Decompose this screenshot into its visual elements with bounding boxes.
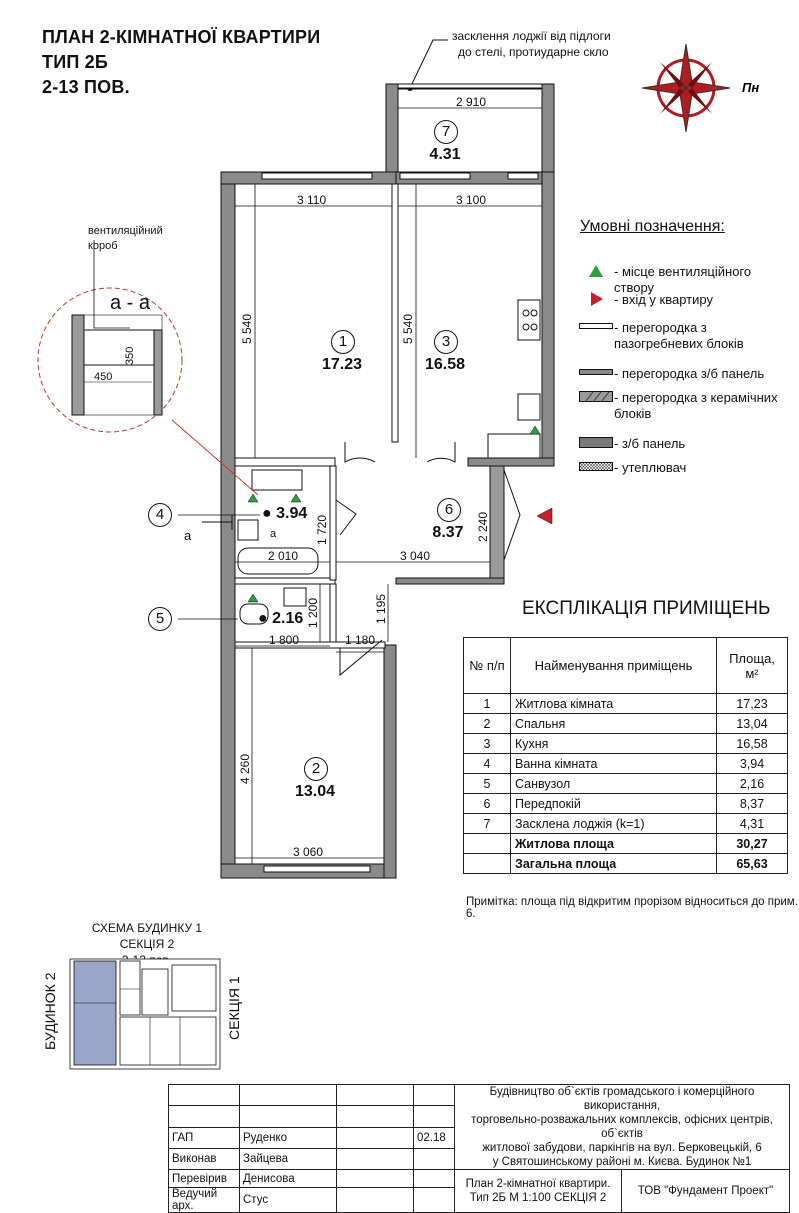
table-row	[464, 734, 788, 754]
row-no: 7	[464, 814, 511, 834]
dim-wc-depth: 1 200	[306, 597, 320, 628]
ceramic-partition-swatch-icon	[579, 391, 613, 403]
row-area: 3,94	[717, 754, 788, 774]
room-3-number: 3	[434, 330, 458, 354]
rc-panel-swatch-icon	[579, 437, 613, 449]
sheet-line2: Тип 2Б М 1:100 СЕКЦІЯ 2	[469, 1192, 607, 1204]
room-2-number: 2	[304, 757, 328, 781]
compass-label: Пн	[742, 80, 760, 95]
plan-type: ТИП 2Б	[42, 52, 109, 72]
room-4-area-value: 3.94	[276, 505, 308, 522]
row-area: 13,04	[717, 714, 788, 734]
legend-item-rc-partition	[578, 366, 793, 382]
room-3-area: 16.58	[424, 356, 466, 373]
stamp-name: Денисова	[240, 1170, 337, 1188]
legend-item-aerated-partition	[578, 320, 793, 352]
dim-wc-width: 1 800	[269, 633, 300, 647]
vent-box-label	[88, 224, 163, 254]
section-label: а - а	[110, 292, 151, 314]
stamp-role: Ведучий арх.	[169, 1188, 240, 1213]
loggia-note-line1: засклення лоджії від підлоги	[452, 29, 611, 43]
room-1-number: 1	[331, 330, 355, 354]
room-1-area: 17.23	[321, 356, 363, 373]
explication-table	[463, 637, 788, 874]
row-area: 16,58	[717, 734, 788, 754]
explication-title: ЕКСПЛІКАЦІЯ ПРИМІЩЕНЬ	[522, 598, 771, 619]
sheet-line1: План 2-кімнатної квартири.	[465, 1178, 611, 1190]
dim-room3-depth: 5 540	[401, 313, 415, 344]
plan-floors: 2-13 ПОВ.	[42, 77, 130, 97]
room-7-area: 4.31	[429, 146, 461, 163]
row-no: 3	[464, 734, 511, 754]
stamp-row	[169, 1085, 790, 1106]
living-area-row	[464, 834, 788, 854]
legend-text-entry: - вхід у квартиру	[614, 292, 713, 307]
dim-hall-depth: 2 240	[476, 511, 490, 542]
table-row	[464, 694, 788, 714]
company-name: ТОВ "Фундамент Проект"	[622, 1170, 790, 1213]
dim-corridor-width: 1 180	[345, 633, 376, 647]
legend-item-entry	[578, 292, 793, 308]
stamp-name: Руденко	[240, 1127, 337, 1148]
stamp-date: 02.18	[414, 1127, 455, 1148]
loggia-note-line2: до стелі, протиударне скло	[458, 45, 609, 59]
row-name: Передпокій	[511, 794, 717, 814]
vent-dim-450: 450	[94, 371, 113, 383]
legend-title: Умовні позначення:	[580, 218, 725, 235]
vent-dim-350: 350	[124, 346, 136, 365]
project-line3: житлової забудови, паркінгів на вул. Берковецькій, 6	[482, 1142, 762, 1154]
room-5-area-value: 2.16	[272, 610, 304, 627]
row-no: 6	[464, 794, 511, 814]
row-area: 4,31	[717, 814, 788, 834]
room-5-area: ● 2.16	[258, 610, 304, 627]
plan-title: ПЛАН 2-КІМНАТНОЇ КВАРТИРИ	[42, 27, 321, 47]
table-row	[464, 794, 788, 814]
legend-text-aerated-partition: - перегородка з пазогребневих блоків	[614, 320, 744, 351]
legend-text-insulation: - утеплювач	[614, 460, 687, 475]
table-row	[464, 814, 788, 834]
room-2-area: 13.04	[294, 783, 336, 800]
dim-bath-width: 2 010	[268, 549, 299, 563]
legend-text-vent: - місце вентиляційного створу	[614, 264, 752, 295]
dim-room2-width: 3 060	[293, 845, 324, 859]
scheme-left-label: БУДИНОК 2	[42, 972, 58, 1050]
insulation-swatch-icon	[579, 462, 613, 472]
legend-item-insulation	[578, 460, 793, 476]
vent-triangle-icon	[589, 265, 603, 277]
row-no: 1	[464, 694, 511, 714]
total-area-value: 65,63	[717, 854, 788, 874]
vent-box-label-line2: короб	[88, 240, 118, 252]
row-area: 8,37	[717, 794, 788, 814]
table-row	[464, 774, 788, 794]
explication-header-row	[464, 638, 788, 694]
row-name: Засклена лоджія (k=1)	[511, 814, 717, 834]
room-7-number: 7	[434, 120, 458, 144]
table-row	[464, 754, 788, 774]
stamp-role: ГАП	[169, 1127, 240, 1148]
dim-corridor-depth: 1 195	[374, 593, 388, 624]
row-area: 2,16	[717, 774, 788, 794]
stamp-role: Перевірив	[169, 1170, 240, 1188]
explication-col-name: Найменування приміщень	[511, 638, 717, 694]
row-name: Спальня	[511, 714, 717, 734]
dim-room3-width: 3 100	[456, 193, 487, 207]
room-4-number: 4	[148, 503, 172, 527]
scheme-right-label: СЕКЦІЯ 1	[226, 976, 242, 1040]
legend-text-rc-partition: - перегородка з/б панель	[614, 366, 765, 381]
dim-room2-depth: 4 260	[238, 753, 252, 784]
room-6-area: 8.37	[432, 524, 464, 541]
row-name: Житлова кімната	[511, 694, 717, 714]
legend-text-rc-panel: - з/б панель	[614, 436, 686, 451]
vent-box-label-line1: вентиляційний	[88, 225, 163, 237]
entry-triangle-icon	[589, 292, 603, 306]
section-mark-left: а	[184, 528, 192, 543]
rc-partition-swatch-icon	[579, 369, 613, 377]
explication-col-no: № п/п	[464, 638, 511, 694]
total-area-row	[464, 854, 788, 874]
dim-hall-width: 3 040	[400, 549, 431, 563]
room-6-number: 6	[437, 498, 461, 522]
dim-room1-width: 3 110	[297, 193, 327, 207]
stamp-name: Стус	[240, 1188, 337, 1213]
project-line4: у Святошинському районі м. Києва. Будинок №1	[492, 1156, 752, 1168]
dim-room1-depth: 5 540	[240, 313, 254, 344]
row-name: Санвузол	[511, 774, 717, 794]
dim-loggia-width: 2 910	[456, 95, 487, 109]
living-area-label: Житлова площа	[511, 834, 717, 854]
section-mark-right: а	[270, 528, 277, 540]
legend-text-ceramic-partition: - перегородка з керамічних блоків	[614, 390, 778, 421]
stamp-role: Виконав	[169, 1148, 240, 1169]
living-area-value: 30,27	[717, 834, 788, 854]
explication-note: Примітка: площа під відкритим прорізом відноситься до прим. 6.	[466, 896, 798, 920]
row-no: 5	[464, 774, 511, 794]
table-row	[464, 714, 788, 734]
legend-item-ceramic-partition	[578, 390, 793, 422]
stamp-name: Зайцева	[240, 1148, 337, 1169]
dim-bath-depth: 1 720	[315, 514, 329, 545]
sheet-title	[455, 1170, 622, 1213]
project-description	[455, 1085, 790, 1170]
legend-item-rc-panel	[578, 436, 793, 452]
row-area: 17,23	[717, 694, 788, 714]
room-5-number: 5	[148, 607, 172, 631]
total-area-label: Загальна площа	[511, 854, 717, 874]
project-line2: торговельно-розважальних комплексів, офісних центрів, об`єктів	[471, 1114, 773, 1140]
explication-col-area: Площа, м²	[717, 638, 788, 694]
room-4-area: ● 3.94	[262, 505, 308, 522]
row-name: Кухня	[511, 734, 717, 754]
title-block	[168, 1084, 790, 1213]
stamp-row	[169, 1170, 790, 1188]
row-no: 4	[464, 754, 511, 774]
building-scheme	[60, 955, 240, 1075]
aerated-partition-swatch-icon	[579, 323, 613, 331]
row-no: 2	[464, 714, 511, 734]
scheme-title-line1: СХЕМА БУДИНКУ 1 СЕКЦІЯ 2	[91, 921, 203, 951]
project-line1: Будівництво об`єктів громадського і комерційного використання,	[489, 1086, 755, 1112]
row-name: Ванна кімната	[511, 754, 717, 774]
